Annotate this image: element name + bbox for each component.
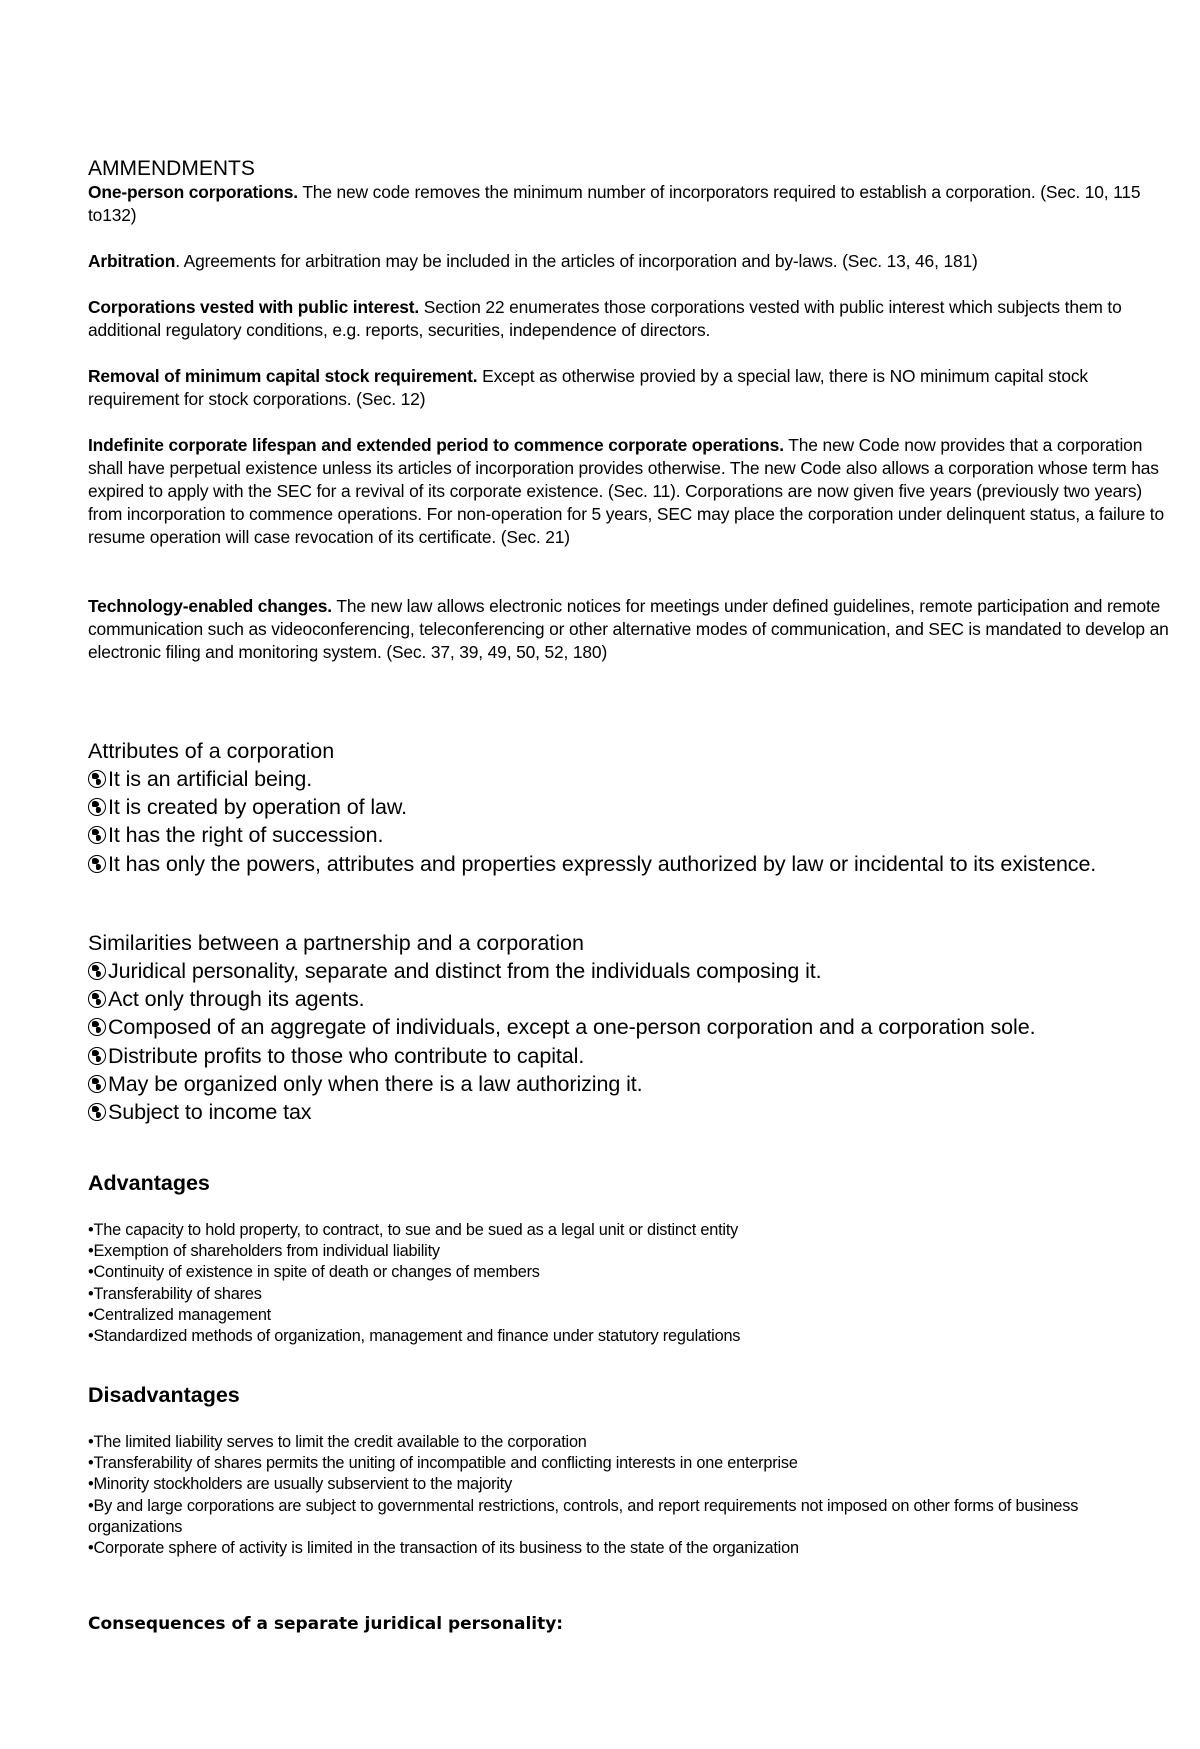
advantages-list: [88, 1220, 1173, 1347]
list-item: •Centralized management: [88, 1305, 272, 1324]
globe-icon: [88, 826, 106, 844]
attributes-title: Attributes of a corporation: [88, 739, 335, 763]
list-item: May be organized only when there is a law authorizing it.: [88, 1070, 1178, 1098]
list-item: It is created by operation of law.: [88, 793, 1178, 821]
amendment-text: Except as otherwise provied by a special law, there is NO minimum capital stock requirement for stock corporations. (Sec. 12): [88, 366, 1088, 409]
amendment-text: Section 22 enumerates those corporations vested with public interest which subjects them to additional regulatory conditions, e.g. reports, securities, independence of directors.: [88, 297, 1122, 340]
list-item: Distribute profits to those who contribute to capital.: [88, 1042, 1178, 1070]
list-item: •Standardized methods of organization, management and finance under statutory regulations: [88, 1327, 741, 1346]
amendment-text: . Agreements for arbitration may be included in the articles of incorporation and by-laws. (Sec. 13, 46, 181): [175, 251, 978, 271]
globe-icon: [88, 1075, 106, 1093]
list-item: •By and large corporations are subject to governmental restrictions, controls, and report requirements not imposed on other forms of business organizations: [88, 1496, 1079, 1536]
list-item: Act only through its agents.: [88, 985, 1178, 1013]
amendments-heading: AMMENDMENTS: [88, 157, 255, 180]
amendment-title: Technology-enabled changes.: [88, 596, 332, 616]
amendment-text: The new code removes the minimum number of incorporators required to establish a corporation. (Sec. 10, 115 to132): [88, 182, 1141, 225]
amendment-title: Removal of minimum capital stock requirement.: [88, 366, 478, 386]
list-item: •Exemption of shareholders from individual liability: [88, 1242, 440, 1261]
list-item: Juridical personality, separate and distinct from the individuals composing it.: [88, 957, 1178, 985]
amendment-title: One-person corporations.: [88, 182, 298, 202]
attributes-list: [88, 765, 1178, 878]
similarities-title: Similarities between a partnership and a corporation: [88, 931, 584, 955]
list-item: •Corporate sphere of activity is limited in the transaction of its business to the state of the organization: [88, 1539, 799, 1558]
list-item: •The limited liability serves to limit the credit available to the corporation: [88, 1433, 587, 1451]
amendment-title: Indefinite corporate lifespan and extended period to commence corporate operations.: [88, 435, 784, 455]
amendment-text: The new law allows electronic notices for meetings under defined guidelines, remote participation and remote communication such as videoconferencing, teleconferencing or other alternative modes of communication, and SEC is mandated to develop an electronic filing and monitoring system. (Sec. 37, 39, 49, 50, 52, 180): [88, 596, 1169, 662]
advantages-title: Advantages: [88, 1171, 210, 1195]
list-item: Subject to income tax: [88, 1098, 1178, 1126]
globe-icon: [88, 962, 106, 980]
amendment-text: The new Code now provides that a corporation shall have perpetual existence unless its articles of incorporation provides otherwise. The new Code also allows a corporation whose term has expired to apply with the SEC for a revival of its corporate existence. (Sec. 11). Corporations are now given five years (previously two years) from incorporation to commence operations. For non-operation for 5 years, SEC may place the corporation under delinquent status, a failure to resume operation will case revocation of its certificate. (Sec. 21): [88, 435, 1165, 547]
globe-icon: [88, 990, 106, 1008]
list-item: It is an artificial being.: [88, 765, 1178, 793]
globe-icon: [88, 1018, 106, 1036]
amendment-title: Corporations vested with public interest.: [88, 297, 420, 317]
disadvantages-list: [88, 1432, 1173, 1559]
disadvantages-title: Disadvantages: [88, 1383, 240, 1407]
list-item: •Minority stockholders are usually subservient to the majority: [88, 1475, 513, 1494]
amendment-arbitration: [88, 250, 1173, 273]
amendment-lifespan: [88, 434, 1173, 549]
list-item: It has the right of succession.: [88, 821, 1178, 849]
globe-icon: [88, 770, 106, 788]
amendment-capital-stock: [88, 365, 1173, 411]
list-item: It has only the powers, attributes and properties expressly authorized by law or incidental to its existence.: [88, 850, 1178, 878]
globe-icon: [88, 1047, 106, 1065]
list-item: •Continuity of existence in spite of death or changes of members: [88, 1263, 540, 1282]
amendment-title: Arbitration: [88, 251, 176, 271]
similarities-list: [88, 957, 1178, 1126]
list-item: •The capacity to hold property, to contract, to sue and be sued as a legal unit or distinct entity: [88, 1221, 739, 1239]
list-item: Composed of an aggregate of individuals, except a one-person corporation and a corporation sole.: [88, 1013, 1178, 1041]
amendment-technology: [88, 595, 1173, 664]
globe-icon: [88, 798, 106, 816]
amendment-one-person: [88, 181, 1173, 227]
list-item: •Transferability of shares permits the uniting of incompatible and conflicting interests in one enterprise: [88, 1454, 798, 1473]
globe-icon: [88, 855, 106, 873]
amendment-public-interest: [88, 296, 1173, 342]
globe-icon: [88, 1103, 106, 1121]
list-item: •Transferability of shares: [88, 1284, 262, 1303]
consequences-title: Consequences of a separate juridical personality:: [88, 1614, 564, 1634]
